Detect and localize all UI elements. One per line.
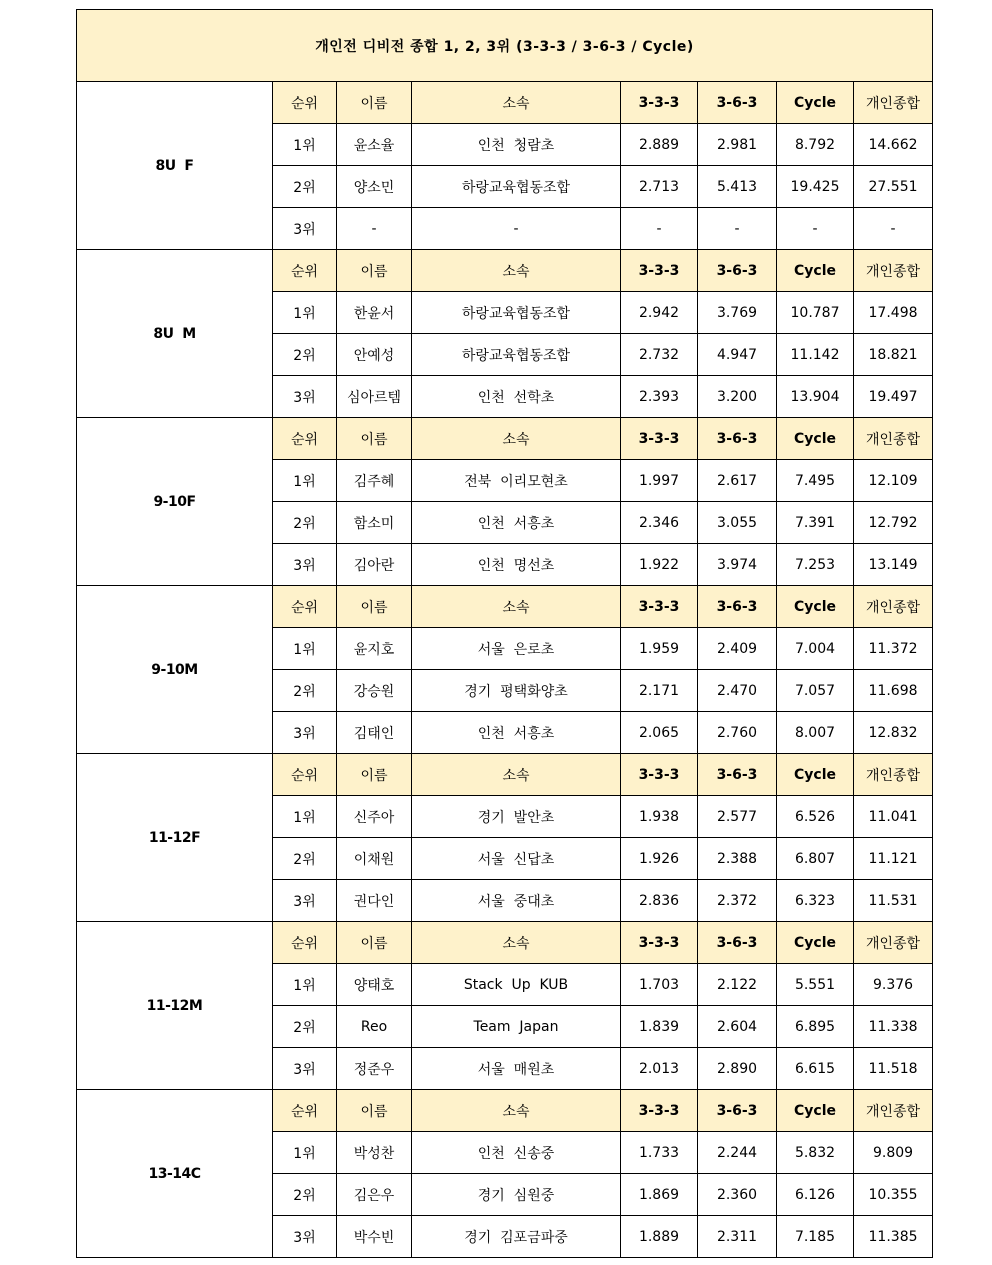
rank-cell: 2위 [273,1174,337,1216]
affiliation-cell: 서울 은로초 [412,628,621,670]
division-header-row [77,754,933,796]
cycle-cell: 5.551 [777,964,854,1006]
overall-cell: 12.109 [854,460,933,502]
header-affiliation: 소속 [412,922,621,964]
name-cell: 김태인 [337,712,412,754]
cycle-cell: 5.832 [777,1132,854,1174]
cycle-cell: 6.526 [777,796,854,838]
cycle-cell: 6.807 [777,838,854,880]
cycle-cell: - [777,208,854,250]
affiliation-cell: 경기 발안초 [412,796,621,838]
score-333-cell: 2.942 [621,292,698,334]
rank-cell: 3위 [273,1048,337,1090]
header-363: 3-6-3 [698,82,777,124]
header-cycle: Cycle [777,418,854,460]
affiliation-cell: 인천 명선초 [412,544,621,586]
score-363-cell: 3.769 [698,292,777,334]
header-overall: 개인종합 [854,1090,933,1132]
score-363-cell: 5.413 [698,166,777,208]
division-header-row [77,922,933,964]
score-333-cell: 1.703 [621,964,698,1006]
cycle-cell: 8.792 [777,124,854,166]
header-overall: 개인종합 [854,754,933,796]
header-rank: 순위 [273,1090,337,1132]
rank-cell: 2위 [273,502,337,544]
overall-cell: 11.698 [854,670,933,712]
score-363-cell: 2.604 [698,1006,777,1048]
score-333-cell: 2.836 [621,880,698,922]
overall-cell: 11.041 [854,796,933,838]
header-333: 3-3-3 [621,250,698,292]
header-rank: 순위 [273,418,337,460]
affiliation-cell: 경기 김포금파중 [412,1216,621,1258]
rank-cell: 2위 [273,670,337,712]
overall-cell: 14.662 [854,124,933,166]
score-333-cell: 2.013 [621,1048,698,1090]
score-363-cell: 2.244 [698,1132,777,1174]
rank-cell: 1위 [273,124,337,166]
cycle-cell: 6.895 [777,1006,854,1048]
overall-cell: 11.518 [854,1048,933,1090]
score-363-cell: 2.617 [698,460,777,502]
cycle-cell: 6.615 [777,1048,854,1090]
cycle-cell: 6.126 [777,1174,854,1216]
header-affiliation: 소속 [412,250,621,292]
header-rank: 순위 [273,922,337,964]
header-333: 3-3-3 [621,754,698,796]
affiliation-cell: 인천 선학초 [412,376,621,418]
overall-cell: 19.497 [854,376,933,418]
overall-cell: 11.338 [854,1006,933,1048]
cycle-cell: 7.185 [777,1216,854,1258]
header-333: 3-3-3 [621,418,698,460]
name-cell: 한윤서 [337,292,412,334]
division-header-row [77,586,933,628]
header-overall: 개인종합 [854,82,933,124]
cycle-cell: 11.142 [777,334,854,376]
score-363-cell: 2.981 [698,124,777,166]
header-name: 이름 [337,250,412,292]
overall-cell: 10.355 [854,1174,933,1216]
cycle-cell: 8.007 [777,712,854,754]
page-title: 개인전 디비전 종합 1, 2, 3위 (3-3-3 / 3-6-3 / Cycle) [77,10,933,82]
header-name: 이름 [337,418,412,460]
affiliation-cell: 하랑교육협동조합 [412,292,621,334]
name-cell: 양태호 [337,964,412,1006]
overall-cell: 11.372 [854,628,933,670]
header-rank: 순위 [273,586,337,628]
header-rank: 순위 [273,250,337,292]
affiliation-cell: 하랑교육협동조합 [412,166,621,208]
score-363-cell: 2.388 [698,838,777,880]
division-header-row [77,82,933,124]
name-cell: 함소미 [337,502,412,544]
header-333: 3-3-3 [621,922,698,964]
cycle-cell: 19.425 [777,166,854,208]
name-cell: 권다인 [337,880,412,922]
division-label: 8U F [77,82,273,250]
rank-cell: 3위 [273,376,337,418]
name-cell: 김아란 [337,544,412,586]
score-363-cell: 2.760 [698,712,777,754]
score-333-cell: 2.732 [621,334,698,376]
header-name: 이름 [337,922,412,964]
overall-cell: 9.809 [854,1132,933,1174]
header-cycle: Cycle [777,754,854,796]
header-affiliation: 소속 [412,586,621,628]
score-333-cell: 1.938 [621,796,698,838]
overall-cell: 12.832 [854,712,933,754]
affiliation-cell: 서울 신답초 [412,838,621,880]
name-cell: Reo [337,1006,412,1048]
header-name: 이름 [337,754,412,796]
header-363: 3-6-3 [698,922,777,964]
division-label: 11-12F [77,754,273,922]
rank-cell: 1위 [273,964,337,1006]
overall-cell: 12.792 [854,502,933,544]
cycle-cell: 10.787 [777,292,854,334]
header-cycle: Cycle [777,586,854,628]
name-cell: 김주혜 [337,460,412,502]
header-name: 이름 [337,1090,412,1132]
header-333: 3-3-3 [621,82,698,124]
cycle-cell: 6.323 [777,880,854,922]
rank-cell: 2위 [273,1006,337,1048]
score-363-cell: 2.577 [698,796,777,838]
affiliation-cell: - [412,208,621,250]
rank-cell: 3위 [273,208,337,250]
header-363: 3-6-3 [698,250,777,292]
cycle-cell: 7.495 [777,460,854,502]
rank-cell: 3위 [273,880,337,922]
rank-cell: 1위 [273,460,337,502]
score-333-cell: 2.713 [621,166,698,208]
score-363-cell: 2.360 [698,1174,777,1216]
score-363-cell: 2.122 [698,964,777,1006]
header-affiliation: 소속 [412,418,621,460]
score-363-cell: 3.200 [698,376,777,418]
affiliation-cell: 서울 매원초 [412,1048,621,1090]
affiliation-cell: 하랑교육협동조합 [412,334,621,376]
header-363: 3-6-3 [698,418,777,460]
division-label: 13-14C [77,1090,273,1258]
header-rank: 순위 [273,82,337,124]
header-333: 3-3-3 [621,586,698,628]
name-cell: 정준우 [337,1048,412,1090]
overall-cell: 27.551 [854,166,933,208]
rank-cell: 1위 [273,292,337,334]
name-cell: 박수빈 [337,1216,412,1258]
header-cycle: Cycle [777,922,854,964]
division-label: 11-12M [77,922,273,1090]
rank-cell: 2위 [273,334,337,376]
rank-cell: 2위 [273,838,337,880]
affiliation-cell: 인천 서흥초 [412,502,621,544]
cycle-cell: 7.391 [777,502,854,544]
affiliation-cell: Stack Up KUB [412,964,621,1006]
score-363-cell: 2.409 [698,628,777,670]
score-333-cell: 1.959 [621,628,698,670]
header-affiliation: 소속 [412,754,621,796]
score-363-cell: 3.055 [698,502,777,544]
header-cycle: Cycle [777,82,854,124]
header-333: 3-3-3 [621,1090,698,1132]
overall-cell: 18.821 [854,334,933,376]
header-name: 이름 [337,586,412,628]
header-affiliation: 소속 [412,82,621,124]
score-363-cell: 2.311 [698,1216,777,1258]
cycle-cell: 7.057 [777,670,854,712]
name-cell: 신주아 [337,796,412,838]
score-333-cell: 1.733 [621,1132,698,1174]
division-header-row [77,418,933,460]
score-363-cell: - [698,208,777,250]
name-cell: 윤지호 [337,628,412,670]
header-rank: 순위 [273,754,337,796]
score-363-cell: 2.470 [698,670,777,712]
affiliation-cell: 인천 서흥초 [412,712,621,754]
header-363: 3-6-3 [698,1090,777,1132]
score-333-cell: 1.889 [621,1216,698,1258]
division-header-row [77,250,933,292]
name-cell: 양소민 [337,166,412,208]
affiliation-cell: 인천 신송중 [412,1132,621,1174]
score-363-cell: 3.974 [698,544,777,586]
rank-cell: 3위 [273,712,337,754]
division-header-row [77,1090,933,1132]
header-overall: 개인종합 [854,922,933,964]
score-363-cell: 2.890 [698,1048,777,1090]
name-cell: 김은우 [337,1174,412,1216]
division-label: 8U M [77,250,273,418]
name-cell: 박성찬 [337,1132,412,1174]
score-363-cell: 4.947 [698,334,777,376]
score-333-cell: 1.926 [621,838,698,880]
header-name: 이름 [337,82,412,124]
cycle-cell: 7.004 [777,628,854,670]
score-333-cell: 2.346 [621,502,698,544]
overall-cell: 9.376 [854,964,933,1006]
division-label: 9-10F [77,418,273,586]
rank-cell: 1위 [273,796,337,838]
rank-cell: 1위 [273,628,337,670]
overall-cell: 17.498 [854,292,933,334]
score-333-cell: 2.889 [621,124,698,166]
name-cell: - [337,208,412,250]
score-333-cell: 2.065 [621,712,698,754]
name-cell: 이채원 [337,838,412,880]
affiliation-cell: 전북 이리모현초 [412,460,621,502]
rank-cell: 2위 [273,166,337,208]
score-333-cell: 1.922 [621,544,698,586]
affiliation-cell: 경기 심원중 [412,1174,621,1216]
affiliation-cell: 인천 청람초 [412,124,621,166]
header-affiliation: 소속 [412,1090,621,1132]
overall-cell: 13.149 [854,544,933,586]
rank-cell: 1위 [273,1132,337,1174]
affiliation-cell: 경기 평택화양초 [412,670,621,712]
header-overall: 개인종합 [854,586,933,628]
header-cycle: Cycle [777,250,854,292]
rank-cell: 3위 [273,544,337,586]
overall-cell: 11.385 [854,1216,933,1258]
overall-cell: - [854,208,933,250]
score-333-cell: 2.393 [621,376,698,418]
header-363: 3-6-3 [698,586,777,628]
overall-cell: 11.531 [854,880,933,922]
score-333-cell: 1.839 [621,1006,698,1048]
name-cell: 강승원 [337,670,412,712]
affiliation-cell: Team Japan [412,1006,621,1048]
score-333-cell: 1.869 [621,1174,698,1216]
cycle-cell: 13.904 [777,376,854,418]
name-cell: 윤소율 [337,124,412,166]
division-label: 9-10M [77,586,273,754]
score-333-cell: 2.171 [621,670,698,712]
name-cell: 안예성 [337,334,412,376]
header-cycle: Cycle [777,1090,854,1132]
rank-cell: 3위 [273,1216,337,1258]
header-363: 3-6-3 [698,754,777,796]
results-table [76,9,933,1258]
overall-cell: 11.121 [854,838,933,880]
header-overall: 개인종합 [854,250,933,292]
score-363-cell: 2.372 [698,880,777,922]
header-overall: 개인종합 [854,418,933,460]
affiliation-cell: 서울 중대초 [412,880,621,922]
score-333-cell: 1.997 [621,460,698,502]
cycle-cell: 7.253 [777,544,854,586]
name-cell: 심아르템 [337,376,412,418]
score-333-cell: - [621,208,698,250]
